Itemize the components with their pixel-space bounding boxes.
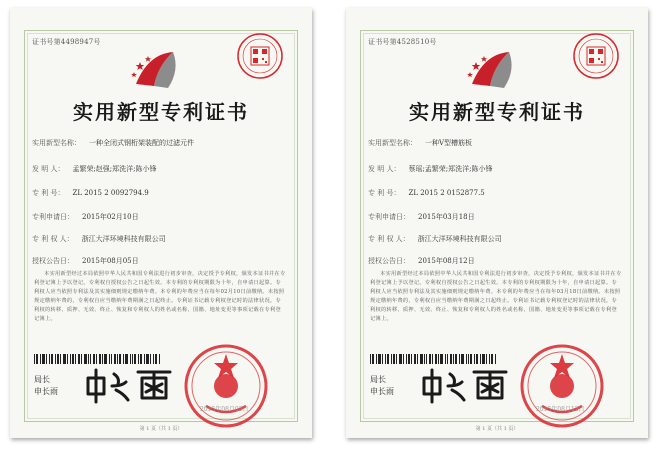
field-inventors — [32, 164, 157, 174]
field-value: 孟繁荣;赵强;郑洗洋;陈小锋 — [72, 165, 157, 173]
field-label: 实用新型名称： — [368, 139, 417, 147]
field-value: 浙江大洋环境科技有限公司 — [81, 235, 166, 243]
field-patent-number — [368, 188, 485, 198]
field-patentee — [368, 234, 502, 244]
field-inventors — [368, 164, 493, 174]
director-name: 申长雨 — [370, 387, 394, 396]
field-value: 一种全闭式钢桁架装配的过滤元件 — [89, 139, 194, 147]
barcode-icon — [370, 354, 498, 364]
director-name: 申长雨 — [34, 387, 58, 396]
page-footer: 第 1 页（共 1 页） — [475, 426, 519, 432]
field-application-date — [368, 212, 475, 222]
field-value: ZL 2015 2 0152877.5 — [408, 189, 485, 197]
field-value: 2015年08月05日 — [82, 257, 139, 265]
field-label: 专 利 权 人： — [32, 235, 74, 243]
patent-certificate-left — [10, 8, 312, 438]
field-utility-model-name — [32, 138, 194, 148]
director-title: 局长 — [34, 375, 50, 384]
certificate-body-text: 本实用新型经过本局依照中华人民共和国专利法进行初步审查，决定授予专利权，颁发本证书并在专利登记簿上予以登记。专利权自授权公告之日起生效。本专利的专利权期限为十年，自申请日起算。专利权人应当依照专利法及其实施细则规定缴纳年费。本专利的年费应当在每年03月18日前缴纳。未按照规定缴纳年费的，专利权自应当缴纳年费期满之日起终止。专利证书记载专利权登记时的法律状况。专利权的转移、质押、无效、终止、恢复和专利权人的姓名或名称、国籍、地址变更等事项记载在专利登记簿上。 — [370, 271, 622, 322]
field-application-date — [32, 212, 139, 222]
field-label: 专利申请日： — [368, 213, 410, 221]
field-value: 浙江大洋环境科技有限公司 — [417, 235, 502, 243]
cnipa-emblem-icon — [464, 44, 524, 92]
field-value: 2015年08月12日 — [418, 257, 475, 265]
signature-icon — [416, 364, 511, 404]
cnipa-emblem-icon — [128, 44, 188, 92]
field-label: 专利申请日： — [32, 213, 74, 221]
certificate-title: 实用新型专利证书 — [73, 100, 249, 124]
qr-seal-icon — [236, 32, 284, 80]
page-footer: 第 1 页（共 1 页） — [139, 426, 183, 432]
field-label: 专 利 号： — [368, 189, 401, 197]
field-grant-date — [32, 256, 139, 266]
qr-seal-icon — [572, 32, 620, 80]
field-patent-number — [32, 188, 149, 198]
field-label: 授权公告日： — [32, 257, 74, 265]
patent-certificate-right — [346, 8, 648, 438]
field-value: 蔡瑶;孟繁荣;郑洗洋;陈小锋 — [408, 165, 493, 173]
director-title: 局长 — [370, 375, 386, 384]
certificate-title: 实用新型专利证书 — [409, 100, 585, 124]
official-red-seal-icon — [184, 344, 268, 428]
certificate-number: 证书号第4498947号 — [32, 38, 101, 46]
field-label: 授权公告日： — [368, 257, 410, 265]
field-grant-date — [368, 256, 475, 266]
field-patentee — [32, 234, 166, 244]
official-red-seal-icon — [520, 344, 604, 428]
certificate-number: 证书号第4528510号 — [368, 38, 437, 46]
field-label: 发 明 人： — [32, 165, 65, 173]
certificate-body-text: 本实用新型经过本局依照中华人民共和国专利法进行初步审查，决定授予专利权，颁发本证书并在专利登记簿上予以登记。专利权自授权公告之日起生效。本专利的专利权期限为十年，自申请日起算。专利权人应当依照专利法及其实施细则规定缴纳年费。本专利的年费应当在每年02月10日前缴纳。未按照规定缴纳年费的，专利权自应当缴纳年费期满之日起终止。专利证书记载专利权登记时的法律状况。专利权的转移、质押、无效、终止、恢复和专利权人的姓名或名称、国籍、地址变更等事项记载在专利登记簿上。 — [34, 271, 286, 322]
field-label: 专 利 权 人： — [368, 235, 410, 243]
field-label: 实用新型名称： — [32, 139, 81, 147]
field-label: 发 明 人： — [368, 165, 401, 173]
field-value: 2015年02月10日 — [82, 213, 139, 221]
field-label: 专 利 号： — [32, 189, 65, 197]
field-value: 2015年03月18日 — [418, 213, 475, 221]
barcode-icon — [34, 354, 162, 364]
field-value: 一种V型槽筋板 — [425, 139, 473, 147]
field-value: ZL 2015 2 0092794.9 — [72, 189, 149, 197]
seal-date: 2015年08月12日 — [536, 406, 585, 413]
signature-icon — [80, 364, 175, 404]
field-utility-model-name — [368, 138, 472, 148]
seal-date: 2015年08月05日 — [200, 406, 249, 413]
